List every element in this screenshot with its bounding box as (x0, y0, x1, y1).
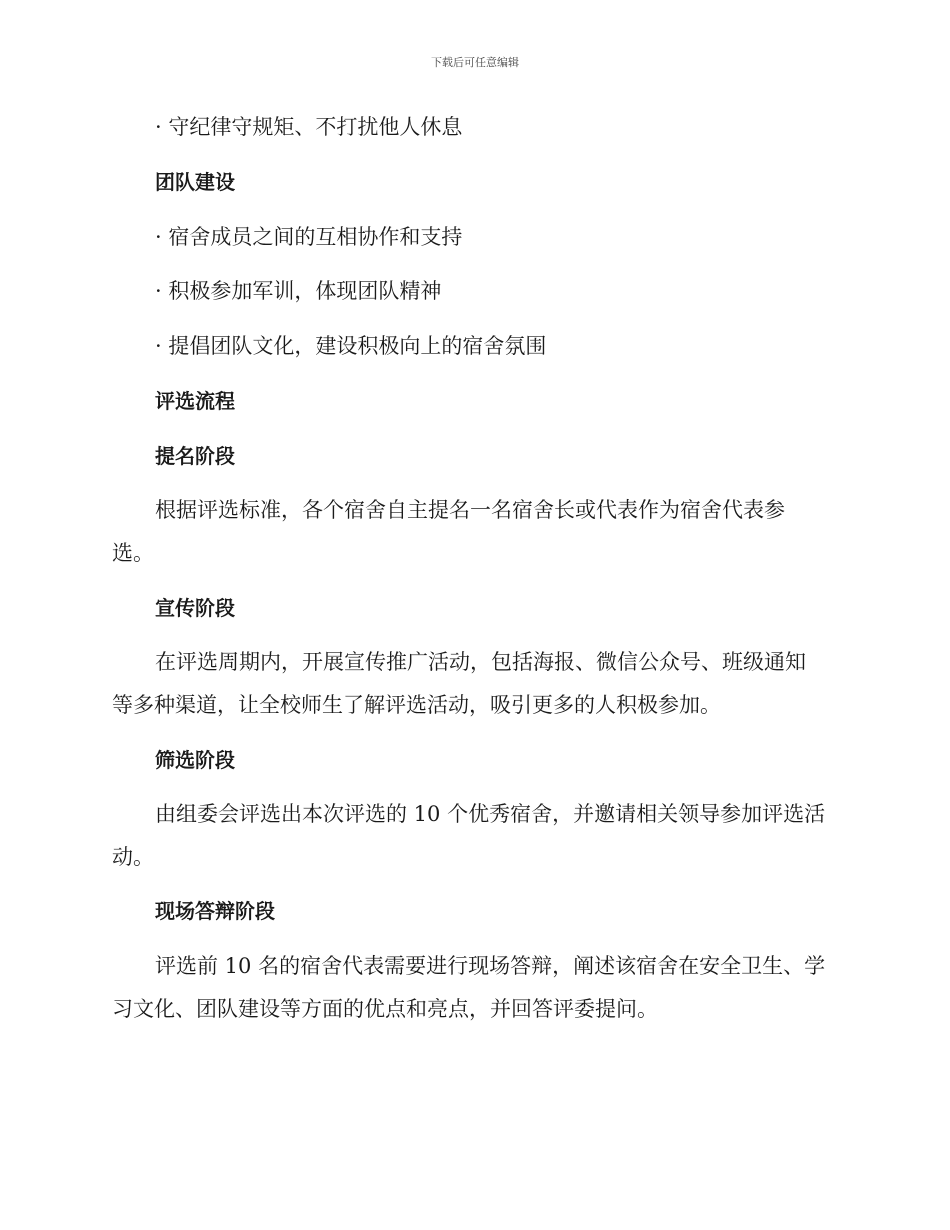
nomination-heading: 提名阶段 (155, 444, 235, 468)
defense-paragraph-line-2: 习文化、团队建设等方面的优点和亮点，并回答评委提问。 (112, 997, 658, 1021)
team-heading: 团队建设 (155, 170, 235, 194)
process-heading: 评选流程 (155, 389, 235, 413)
defense-heading: 现场答辩阶段 (155, 899, 275, 923)
publicity-heading: 宣传阶段 (155, 596, 235, 620)
publicity-paragraph-line-2: 等多种渠道，让全校师生了解评选活动，吸引更多的人积极参加。 (112, 693, 721, 717)
screening-paragraph-line-1: 由组委会评选出本次评选的 10 个优秀宿舍，并邀请相关领导参加评选活 (155, 802, 826, 826)
screening-heading: 筛选阶段 (155, 748, 235, 772)
screening-paragraph-line-2: 动。 (112, 845, 154, 869)
publicity-paragraph-line-1: 在评选周期内，开展宣传推广活动，包括海报、微信公众号、班级通知 (155, 650, 806, 674)
page-header-note: 下载后可任意编辑 (431, 56, 519, 69)
defense-paragraph-line-1: 评选前 10 名的宿舍代表需要进行现场答辩，阐述该宿舍在安全卫生、学 (155, 954, 826, 978)
nomination-paragraph-line-2: 选。 (112, 541, 154, 565)
team-bullet-cooperation: · 宿舍成员之间的互相协作和支持 (155, 225, 463, 249)
nomination-paragraph-line-1: 根据评选标准，各个宿舍自主提名一名宿舍长或代表作为宿舍代表参 (155, 498, 785, 522)
bullet-discipline: · 守纪律守规矩、不打扰他人休息 (155, 115, 463, 139)
team-bullet-culture: · 提倡团队文化，建设积极向上的宿舍氛围 (155, 334, 547, 358)
team-bullet-military-training: · 积极参加军训，体现团队精神 (155, 279, 442, 303)
